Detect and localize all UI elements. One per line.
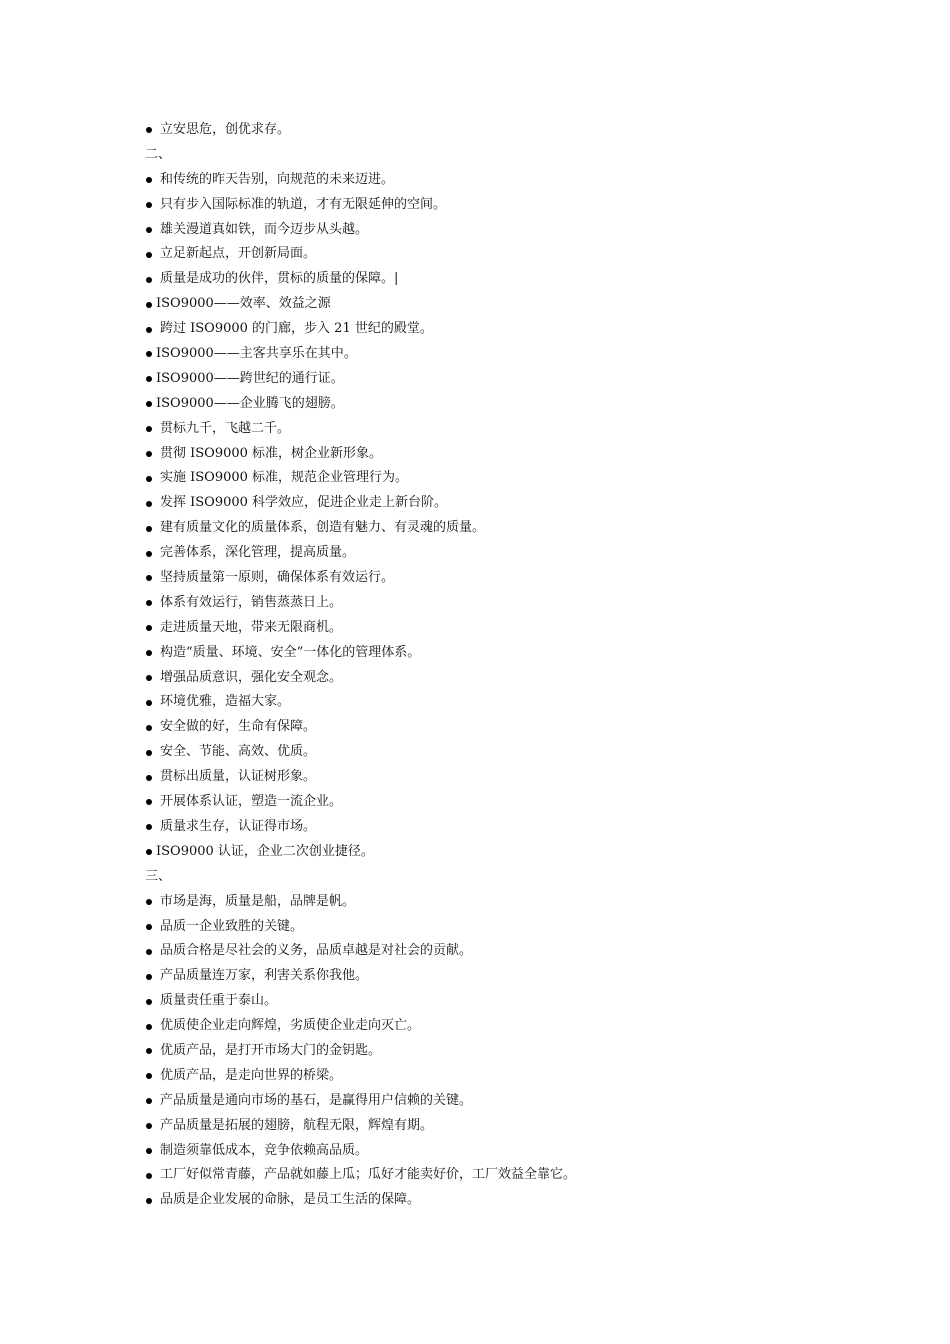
bullet-dot-icon: [146, 551, 152, 557]
bullet-item-text: 质量求生存，认证得市场。: [160, 818, 317, 834]
bullet-item: [145, 218, 905, 243]
bullet-dot-icon: [146, 252, 152, 258]
bullet-dot-icon: [146, 675, 152, 681]
bullet-item-text: 立安思危，创优求存。: [160, 122, 291, 137]
bullet-dot-icon: [146, 426, 152, 432]
bullet-item: [145, 690, 905, 715]
bullet-dot-icon: [146, 924, 152, 930]
bullet-item-text: 贯彻 ISO9000 标准，树企业新形象。: [160, 445, 383, 461]
bullet-dot-icon: [146, 277, 152, 283]
bullet-item-text: 构造“质量、环境、安全”一体化的管理体系。: [160, 644, 421, 660]
bullet-item: [145, 989, 905, 1014]
bullet-item: [145, 790, 905, 815]
bullet-item: [145, 1039, 905, 1064]
bullet-item: [145, 193, 905, 218]
bullet-dot-icon: [146, 750, 152, 756]
bullet-item: [145, 1139, 905, 1164]
bullet-item-text: 质量是成功的伙伴，贯标的质量的保障。|: [160, 271, 399, 287]
bullet-item-text: 品质是企业发展的命脉，是员工生活的保障。: [160, 1192, 421, 1208]
bullet-item-text: 环境优雅，造福大家。: [160, 694, 291, 710]
section-heading: [145, 143, 905, 168]
bullet-dot-icon: [146, 327, 152, 333]
bullet-dot-icon: [146, 302, 152, 308]
bullet-item-text: 建有质量文化的质量体系，创造有魅力、有灵魂的质量。: [160, 520, 486, 536]
bullet-dot-icon: [146, 625, 152, 631]
bullet-item-text: 和传统的昨天告别，向规范的未来迈进。: [160, 171, 395, 187]
bullet-dot-icon: [146, 700, 152, 706]
bullet-item: [145, 466, 905, 491]
bullet-item: [145, 168, 905, 193]
bullet-item-text: 产品质量连万家，利害关系你我他。: [160, 968, 369, 984]
bullet-dot-icon: [146, 899, 152, 905]
bullet-dot-icon: [146, 999, 152, 1005]
bullet-item-text: ISO9000——效率、效益之源: [156, 296, 331, 312]
bullet-dot-icon: [146, 824, 152, 830]
bullet-item-text: 贯标出质量，认证树形象。: [160, 769, 317, 785]
bullet-item: [145, 1064, 905, 1089]
bullet-dot-icon: [146, 650, 152, 656]
bullet-item-text: 贯标九千，飞越二千。: [160, 420, 291, 436]
bullet-item-text: 坚持质量第一原则，确保体系有效运行。: [160, 570, 395, 586]
bullet-item-text: ISO9000——跨世纪的通行证。: [156, 370, 344, 386]
bullet-item-text: 完善体系，深化管理，提高质量。: [160, 545, 356, 561]
bullet-item: [145, 740, 905, 765]
bullet-item: [145, 964, 905, 989]
bullet-dot-icon: [146, 775, 152, 781]
bullet-item: [145, 939, 905, 964]
bullet-item-text: 安全做的好，生命有保障。: [160, 719, 317, 735]
bullet-dot-icon: [146, 949, 152, 955]
bullet-dot-icon: [146, 1173, 152, 1179]
bullet-dot-icon: [146, 227, 152, 233]
bullet-item: [145, 317, 905, 342]
bullet-item-text: 跨过 ISO9000 的门廊，步入 21 世纪的殿堂。: [160, 321, 433, 337]
bullet-dot-icon: [146, 501, 152, 507]
bullet-dot-icon: [146, 177, 152, 183]
bullet-item: [145, 840, 905, 865]
bullet-dot-icon: [146, 1098, 152, 1104]
bullet-item-text: 工厂好似常青藤，产品就如藤上瓜；瓜好才能卖好价，工厂效益全靠它。: [160, 1167, 577, 1183]
bullet-item: [145, 292, 905, 317]
bullet-item: [145, 1089, 905, 1114]
bullet-item: [145, 1114, 905, 1139]
bullet-item-text: 市场是海，质量是船，品牌是帆。: [160, 893, 356, 909]
bullet-dot-icon: [146, 1073, 152, 1079]
bullet-item-text: 雄关漫道真如铁，而今迈步从头越。: [160, 221, 369, 237]
bullet-item: [145, 267, 905, 292]
bullet-item: [145, 915, 905, 940]
bullet-item-text: 实施 ISO9000 标准，规范企业管理行为。: [160, 470, 409, 486]
bullet-item: [145, 491, 905, 516]
bullet-dot-icon: [146, 849, 152, 855]
bullet-item: [145, 516, 905, 541]
bullet-dot-icon: [146, 351, 152, 357]
bullet-item-text: 优质使企业走向辉煌，劣质使企业走向灭亡。: [160, 1018, 421, 1034]
bullet-dot-icon: [146, 1024, 152, 1030]
bullet-item-text: 质量责任重于泰山。: [160, 993, 278, 1009]
bullet-item-text: 优质产品，是打开市场大门的金钥匙。: [160, 1042, 382, 1058]
section-heading-text: 二、: [145, 146, 172, 162]
bullet-item-text: 体系有效运行，销售蒸蒸日上。: [160, 594, 343, 610]
section-heading: [145, 865, 905, 890]
bullet-item-text: 品质一企业致胜的关键。: [160, 918, 304, 934]
bullet-item: [145, 541, 905, 566]
bullet-item-text: 安全、节能、高效、优质。: [160, 744, 317, 760]
bullet-item-text: ISO9000——企业腾飞的翅膀。: [156, 395, 344, 411]
bullet-item: [145, 641, 905, 666]
bullet-item-text: 走进质量天地，带来无限商机。: [160, 619, 343, 635]
bullet-item: [145, 666, 905, 691]
bullet-item-text: 立足新起点，开创新局面。: [160, 246, 317, 262]
bullet-dot-icon: [146, 526, 152, 532]
bullet-dot-icon: [146, 974, 152, 980]
bullet-item-text: 优质产品，是走向世界的桥梁。: [160, 1067, 343, 1083]
bullet-item: [145, 442, 905, 467]
bullet-item-text: ISO9000——主客共享乐在其中。: [156, 346, 357, 362]
bullet-item-text: 制造须靠低成本，竞争依赖高品质。: [160, 1142, 369, 1158]
bullet-item: [145, 417, 905, 442]
bullet-item: [145, 566, 905, 591]
bullet-item: [145, 367, 905, 392]
bullet-item: [145, 342, 905, 367]
bullet-item: [145, 815, 905, 840]
bullet-dot-icon: [146, 451, 152, 457]
bullet-item: [145, 890, 905, 915]
bullet-item: [145, 1014, 905, 1039]
document-page: [145, 118, 905, 1213]
bullet-item-text: 产品质量是通向市场的基石，是赢得用户信赖的关键。: [160, 1092, 473, 1108]
bullet-item-text: 产品质量是拓展的翅膀，航程无限，辉煌有期。: [160, 1117, 434, 1133]
bullet-dot-icon: [146, 127, 152, 133]
bullet-item: [145, 1188, 905, 1213]
section-heading-text: 三、: [145, 868, 172, 884]
bullet-dot-icon: [146, 202, 152, 208]
bullet-item-text: 开展体系认证，塑造一流企业。: [160, 794, 343, 810]
bullet-item: [145, 715, 905, 740]
bullet-dot-icon: [146, 376, 152, 382]
bullet-dot-icon: [146, 575, 152, 581]
bullet-dot-icon: [146, 1123, 152, 1129]
bullet-item-text: ISO9000 认证，企业二次创业捷径。: [156, 843, 374, 859]
bullet-dot-icon: [146, 725, 152, 731]
bullet-item-text: 发挥 ISO9000 科学效应，促进企业走上新台阶。: [160, 495, 448, 511]
bullet-item-text: 增强品质意识，强化安全观念。: [160, 669, 343, 685]
bullet-dot-icon: [146, 401, 152, 407]
bullet-item: [145, 392, 905, 417]
bullet-item: [145, 616, 905, 641]
bullet-dot-icon: [146, 1048, 152, 1054]
bullet-item-text: 品质合格是尽社会的义务，品质卓越是对社会的贡献。: [160, 943, 473, 959]
bullet-item: [145, 765, 905, 790]
bullet-dot-icon: [146, 1148, 152, 1154]
bullet-item: [145, 1163, 905, 1188]
bullet-item: [145, 242, 905, 267]
bullet-dot-icon: [146, 799, 152, 805]
bullet-dot-icon: [146, 476, 152, 482]
bullet-dot-icon: [146, 1198, 152, 1204]
bullet-item-text: 只有步入国际标准的轨道，才有无限延伸的空间。: [160, 196, 447, 212]
bullet-dot-icon: [146, 600, 152, 606]
bullet-item: [145, 118, 905, 143]
bullet-item: [145, 591, 905, 616]
